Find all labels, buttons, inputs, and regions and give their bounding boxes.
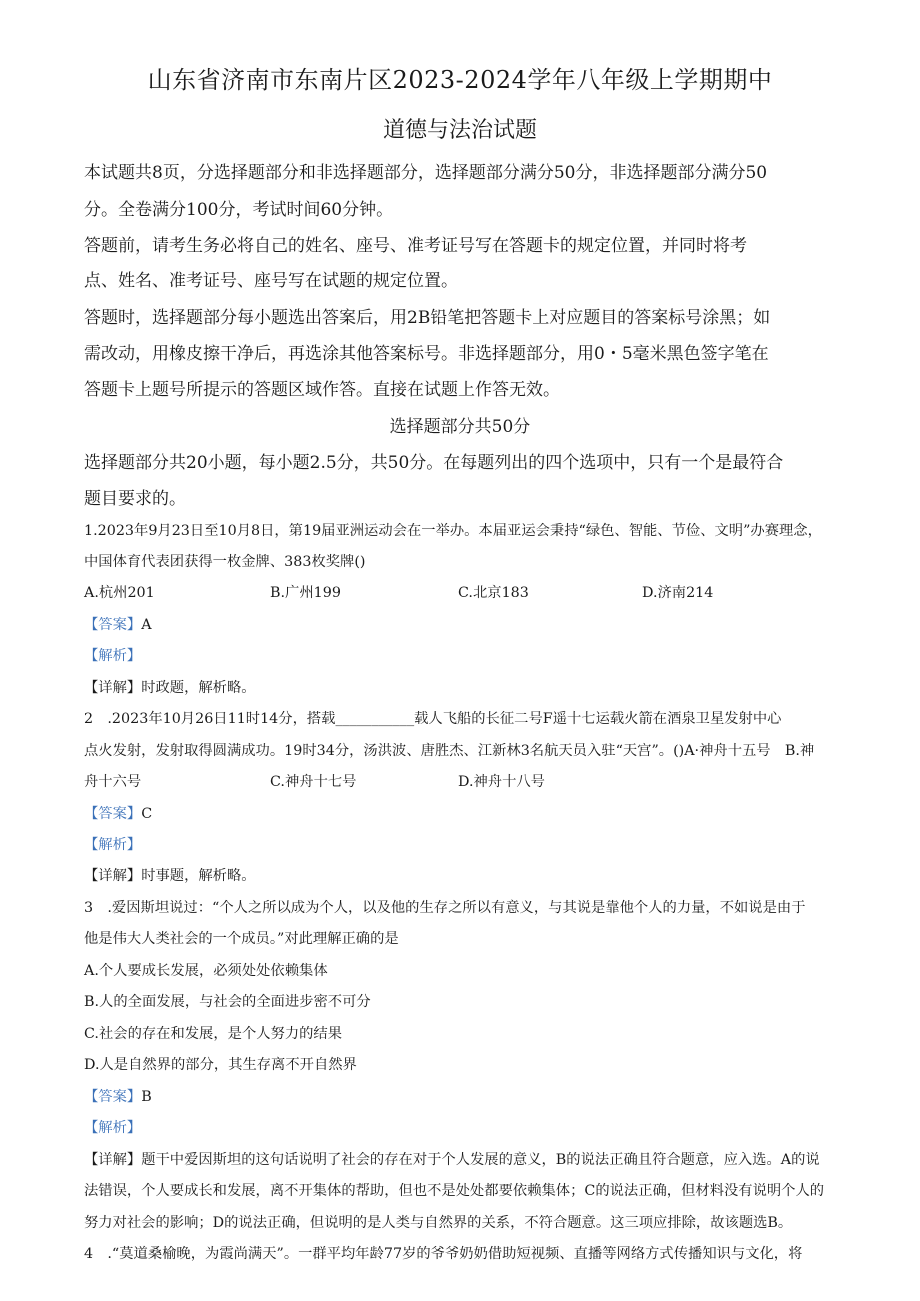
q1-option-c: C.北京183 <box>458 585 529 601</box>
exam-title: 山东省济南市东南片区2023-2024学年八年级上学期期中 <box>147 66 773 94</box>
answer-value: C <box>141 806 153 822</box>
q2-detail <box>84 865 256 885</box>
q1-stem: 中国体育代表团获得一枚金牌、383枚奖牌() <box>84 554 366 570</box>
intro-line: 点、姓名、准考证号、座号写在试题的规定位置。 <box>84 271 458 291</box>
q2-option-c: C.神舟十七号 <box>270 774 357 790</box>
intro-line: 本试题共8页，分选择题部分和非选择题部分，选择题部分满分50分，非选择题部分满分50 <box>84 163 768 183</box>
q2-stem: 点火发射，发射取得圆满成功。19时34分，汤洪波、唐胜杰、江新林3名航天员入驻“天宫”。()A·神舟十五号 B.神 <box>84 743 815 759</box>
q1-detail <box>84 677 256 697</box>
intro-line: 答题时，选择题部分每小题选出答案后，用2B铅笔把答题卡上对应题目的答案标号涂黑；如 <box>84 308 771 328</box>
intro-line: 答题卡上题号所提示的答题区域作答。直接在试题上作答无效。 <box>84 380 560 400</box>
answer-value: B <box>141 1089 152 1105</box>
answer-tag: 【答案】 <box>84 806 142 822</box>
q1-option-a: A.杭州201 <box>84 585 155 601</box>
q3-analysis <box>84 1117 141 1137</box>
q1-option-b: B.广州199 <box>270 585 341 601</box>
q3-detail <box>84 1149 820 1169</box>
q3-option-d: D.人是自然界的部分，其生存离不开自然界 <box>84 1057 357 1073</box>
q3-detail-cont: 努力对社会的影响；D的说法正确，但说明的是人类与自然界的关系，不符合题意。这三项应排除，故该题选B。 <box>84 1215 793 1231</box>
q3-answer <box>84 1086 152 1106</box>
q1-stem: 1.2023年9月23日至10月8日，第19届亚洲运动会在一举办。本届亚运会秉持“绿色、智能、节俭、文明”办赛理念， <box>84 523 822 539</box>
answer-tag: 【答案】 <box>84 1089 142 1105</box>
answer-tag: 【答案】 <box>84 617 142 633</box>
q3-option-a: A.个人要成长发展，必须处处依赖集体 <box>84 963 328 979</box>
analysis-tag: 【解析】 <box>84 648 142 664</box>
intro-line: 需改动，用橡皮擦干净后，再选涂其他答案标号。非选择题部分，用0・5毫米黑色签字笔在 <box>84 344 769 364</box>
q2-stem: 2 .2023年10月26日11时14分，搭载___________载人飞船的长征二号F遥十七运载火箭在酒泉卫星发射中心 <box>84 711 782 727</box>
q4-stem: 4 .“莫道桑榆晚，为霞尚满天”。一群平均年龄77岁的爷爷奶奶借助短视频、直播等网络方式传播知识与文化，将 <box>84 1246 803 1262</box>
q2-option-d: D.神舟十八号 <box>458 774 545 790</box>
q2-answer <box>84 803 152 823</box>
q3-stem: 他是伟大人类社会的一个成员。”对此理解正确的是 <box>84 931 399 947</box>
detail-tag: 【详解】 <box>84 868 142 884</box>
analysis-tag: 【解析】 <box>84 837 142 853</box>
q1-answer <box>84 614 152 634</box>
intro-line: 答题前，请考生务必将自己的姓名、座号、准考证号写在答题卡的规定位置，并同时将考 <box>84 236 747 256</box>
detail-text: 题干中爱因斯坦的这句话说明了社会的存在对于个人发展的意义，B的说法正确且符合题意，应入选。A的说 <box>141 1152 820 1168</box>
section-desc: 选择题部分共20小题，每小题2.5分，共50分。在每题列出的四个选项中，只有一个是最符合 <box>84 453 784 473</box>
q3-option-b: B.人的全面发展，与社会的全面进步密不可分 <box>84 994 371 1010</box>
q2-option-b-cont: 舟十六号 <box>84 774 142 790</box>
detail-tag: 【详解】 <box>84 680 142 696</box>
detail-text: 时政题，解析略。 <box>141 680 256 696</box>
section-desc: 题目要求的。 <box>84 489 186 509</box>
q3-stem: 3 .爱因斯坦说过：“个人之所以成为个人，以及他的生存之所以有意义，与其说是靠他个人的力量，不如说是由于 <box>84 900 806 916</box>
answer-value: A <box>141 617 152 633</box>
q1-option-d: D.济南214 <box>642 585 714 601</box>
q2-analysis <box>84 834 141 854</box>
q3-option-c: C.社会的存在和发展，是个人努力的结果 <box>84 1026 343 1042</box>
analysis-tag: 【解析】 <box>84 1120 142 1136</box>
detail-text: 时事题，解析略。 <box>141 868 256 884</box>
intro-line: 分。全卷满分100分，考试时间60分钟。 <box>84 200 394 220</box>
q3-detail-cont: 法错误，个人要成长和发展，离不开集体的帮助，但也不是处处都要依赖集体；C的说法正确，但材料没有说明个人的 <box>84 1183 825 1199</box>
detail-tag: 【详解】 <box>84 1152 142 1168</box>
exam-subtitle: 道德与法治试题 <box>382 118 537 143</box>
q1-analysis <box>84 645 141 665</box>
section-title: 选择题部分共50分 <box>389 417 531 437</box>
